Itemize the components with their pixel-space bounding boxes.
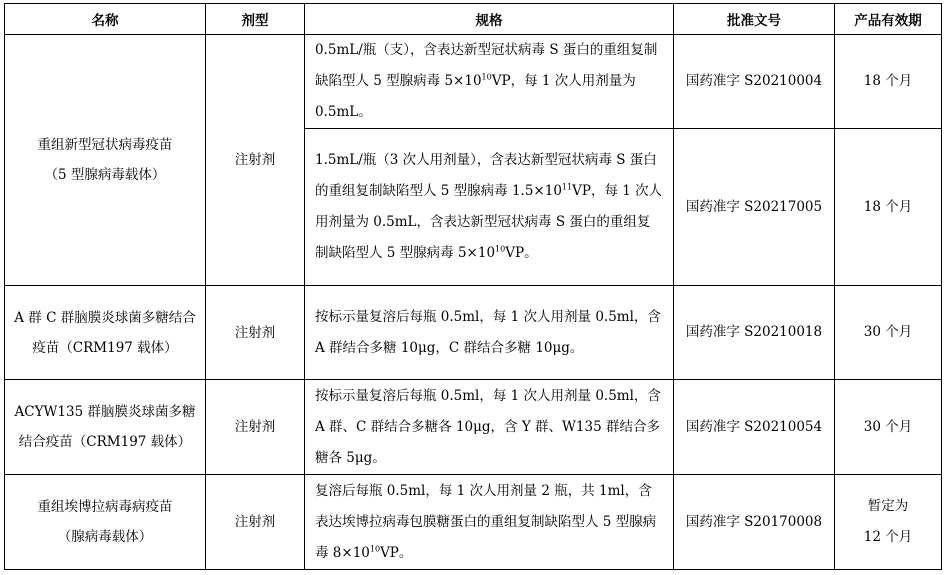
validity-period — [835, 475, 942, 570]
table-row — [5, 35, 942, 129]
approval-number: 国药准字 S20170008 — [674, 475, 835, 570]
spec-cell: 按标示量复溶后每瓶 0.5ml，每 1 次人用剂量 0.5ml，含 A 群、C 群结合多糖各 10μg，含 Y 群、W135 群结合多糖各 5μg。 — [305, 380, 674, 475]
table-header-row — [5, 4, 942, 35]
validity-period: 30 个月 — [835, 286, 942, 380]
table-row — [5, 475, 942, 570]
vaccine-name-line2: （腺病毒载体） — [57, 529, 153, 545]
header-form: 剂型 — [206, 4, 305, 35]
validity-line2: 12 个月 — [863, 529, 913, 545]
dosage-form: 注射剂 — [206, 380, 305, 475]
vaccine-name: ACYW135 群脑膜炎球菌多糖结合疫苗（CRM197 载体） — [5, 380, 206, 475]
table-row — [5, 286, 942, 380]
vaccine-name-line2: （5 型腺病毒载体） — [44, 167, 166, 183]
header-spec: 规格 — [305, 4, 674, 35]
vaccine-name-line1: 重组埃博拉病毒病疫苗 — [37, 499, 173, 515]
table-row — [5, 380, 942, 475]
vaccine-name — [5, 35, 206, 286]
validity-period: 18 个月 — [835, 35, 942, 129]
header-approval: 批准文号 — [674, 4, 835, 35]
approval-number: 国药准字 S20210004 — [674, 35, 835, 129]
spec-cell: 0.5mL/瓶（支），含表达新型冠状病毒 S 蛋白的重组复制缺陷型人 5 型腺病毒 $5\times 10^{10}VP$，每 1 次人用剂量为 0.5mL。 — [305, 35, 674, 129]
vaccine-name: A 群 C 群脑膜炎球菌多糖结合疫苗（CRM197 载体） — [5, 286, 206, 380]
header-name: 名称 — [5, 4, 206, 35]
approval-number: 国药准字 S20210018 — [674, 286, 835, 380]
vaccine-table — [4, 3, 942, 570]
dosage-form: 注射剂 — [206, 475, 305, 570]
validity-period: 18 个月 — [835, 129, 942, 286]
spec-cell: 复溶后每瓶 0.5ml，每 1 次人用剂量 2 瓶，共 1ml，含表达埃博拉病毒包膜糖蛋白的重组复制缺陷型人 5 型腺病毒 $8\times 10^{10}VP$。 — [305, 475, 674, 570]
validity-period: 30 个月 — [835, 380, 942, 475]
dosage-form: 注射剂 — [206, 286, 305, 380]
approval-number: 国药准字 S20210054 — [674, 380, 835, 475]
validity-line1: 暂定为 — [867, 498, 909, 514]
vaccine-name — [5, 475, 206, 570]
approval-number: 国药准字 S20217005 — [674, 129, 835, 286]
dosage-form: 注射剂 — [206, 35, 305, 286]
spec-cell: 按标示量复溶后每瓶 0.5ml，每 1 次人用剂量 0.5ml，含 A 群结合多糖 10μg，C 群结合多糖 10μg。 — [305, 286, 674, 380]
header-validity: 产品有效期 — [835, 4, 942, 35]
vaccine-name-line1: 重组新型冠状病毒疫苗 — [37, 137, 173, 153]
spec-cell: 1.5mL/瓶（3 次人用剂量），含表达新型冠状病毒 S 蛋白的重组复制缺陷型人 5 型腺病毒 $1.5\times 10^{11}VP$，每 1 次人用剂量为 0.5mL，含表达新型冠状病毒 S 蛋白的重组复制缺陷型人 5 型腺病毒 $5\times 10^{10}VP$。 — [305, 129, 674, 286]
